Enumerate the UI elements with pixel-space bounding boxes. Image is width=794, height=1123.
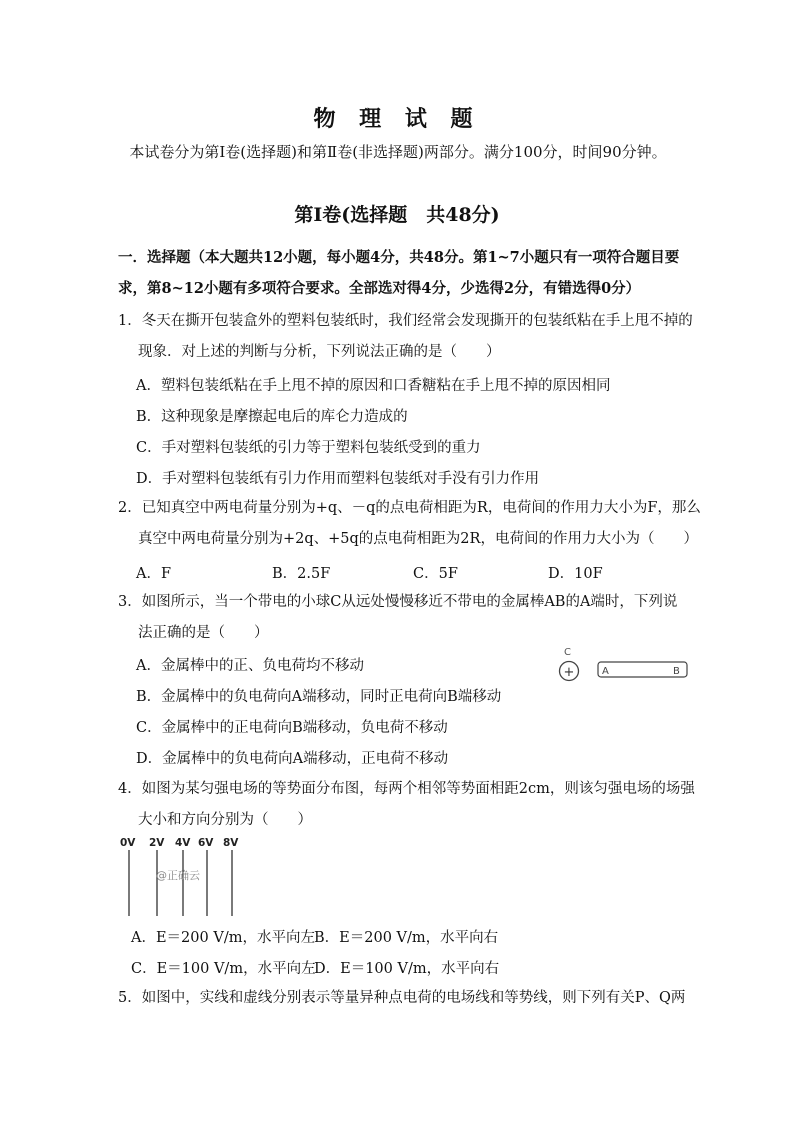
- q3-stem-line1: 3．如图所示，当一个带电的小球C从远处慢慢移近不带电的金属棒AB的A端时，下列说: [118, 594, 678, 610]
- q4-option-b: B．E＝200 V/m，水平向右: [314, 930, 499, 946]
- q2-option-c: C．5F: [413, 566, 458, 582]
- q4-option-a: A．E＝200 V/m，水平向左: [131, 930, 315, 946]
- q3-option-a: A．金属棒中的正、负电荷均不移动: [136, 658, 364, 674]
- rod-end-a-label: A: [602, 666, 609, 677]
- q3-stem-line2: 法正确的是（ ）: [138, 625, 269, 641]
- q1-option-b: B．这种现象是摩擦起电后的库仑力造成的: [136, 409, 408, 425]
- q4-stem-line1: 4．如图为某匀强电场的等势面分布图，每两个相邻等势面相距2cm，则该匀强电场的场强: [118, 781, 695, 797]
- section-title: 第Ⅰ卷(选择题 共48分): [294, 204, 500, 226]
- q2-option-d: D．10F: [548, 566, 603, 582]
- potential-label-2v: 2V: [149, 837, 165, 849]
- q2-stem-line2: 真空中两电荷量分别为+2q、+5q的点电荷相距为2R，电荷间的作用力大小为（ ）: [138, 531, 698, 547]
- potential-label-4v: 4V: [175, 837, 191, 849]
- q1-option-c: C．手对塑料包装纸的引力等于塑料包装纸受到的重力: [136, 440, 481, 456]
- potential-label-0v: 0V: [120, 837, 136, 849]
- q2-stem-line1: 2．已知真空中两电荷量分别为+q、－q的点电荷相距为R，电荷间的作用力大小为F，那么: [118, 500, 701, 516]
- q4-option-d: D．E＝100 V/m，水平向右: [314, 961, 500, 977]
- part1-heading-line1: 一．选择题（本大题共12小题，每小题4分，共48分。第1~7小题只有一项符合题目要: [118, 249, 680, 266]
- q4-figure-equipotential-lines: [115, 832, 255, 922]
- watermark: @正确云: [156, 869, 200, 882]
- q1-stem-line1: 1．冬天在撕开包装盒外的塑料包装纸时，我们经常会发现撕开的包装纸粘在手上甩不掉的: [118, 313, 693, 329]
- q3-option-b: B．金属棒中的负电荷向A端移动，同时正电荷向B端移动: [136, 689, 502, 705]
- potential-label-6v: 6V: [198, 837, 214, 849]
- q1-stem-line2: 现象．对上述的判断与分析，下列说法正确的是（ ）: [138, 344, 501, 360]
- ball-charge-symbol: +: [563, 665, 575, 680]
- q5-stem-line1: 5．如图中，实线和虚线分别表示等量异种点电荷的电场线和等势线，则下列有关P、Q两: [118, 990, 686, 1006]
- q4-option-c: C．E＝100 V/m，水平向左: [131, 961, 316, 977]
- rod-end-b-label: B: [673, 666, 680, 677]
- q2-option-a: A．F: [136, 566, 172, 582]
- q3-option-c: C．金属棒中的正电荷向B端移动，负电荷不移动: [136, 720, 448, 736]
- q1-option-a: A．塑料包装纸粘在手上甩不掉的原因和口香糖粘在手上甩不掉的原因相同: [136, 378, 611, 394]
- ball-c-label: C: [564, 647, 571, 658]
- potential-label-8v: 8V: [223, 837, 239, 849]
- part1-heading-line2: 求，第8~12小题有多项符合要求。全部选对得4分，少选得2分，有错选得0分）: [118, 280, 641, 297]
- q2-option-b: B．2.5F: [272, 566, 331, 582]
- q4-stem-line2: 大小和方向分别为（ ）: [138, 812, 312, 828]
- q3-option-d: D．金属棒中的负电荷向A端移动，正电荷不移动: [136, 751, 449, 767]
- page-title: 物 理 试 题: [313, 106, 481, 132]
- q1-option-d: D．手对塑料包装纸有引力作用而塑料包装纸对手没有引力作用: [136, 471, 540, 487]
- exam-intro: 本试卷分为第Ⅰ卷(选择题)和第Ⅱ卷(非选择题)两部分。满分100分，时间90分钟。: [129, 143, 667, 161]
- q3-figure-ball-and-rod: [550, 640, 695, 688]
